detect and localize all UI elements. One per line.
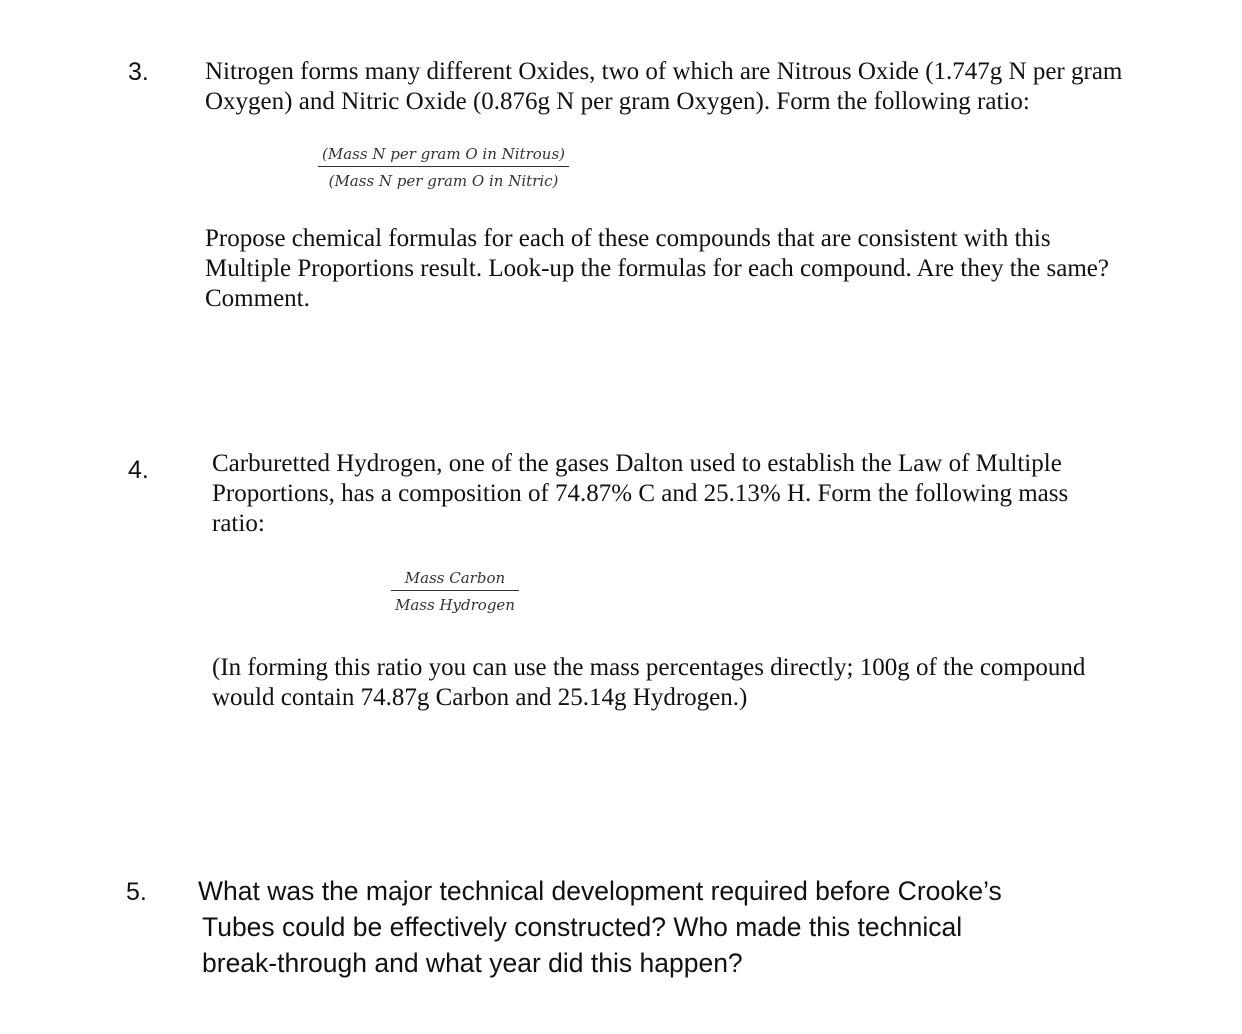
question-3-prompt-line: Multiple Proportions result. Look-up the formulas for each compound. Are they the same? [205, 255, 1109, 282]
question-4-ratio-fraction [391, 569, 519, 614]
question-3-prompt [205, 224, 1109, 314]
question-5-text [198, 873, 1002, 981]
question-3-ratio-numerator: (Mass N per gram O in Nitrous) [318, 145, 569, 167]
question-3-prompt-line: Propose chemical formulas for each of these compounds that are consistent with this [205, 225, 1051, 252]
question-4-intro [212, 449, 1068, 539]
question-3-intro-line: Oxygen) and Nitric Oxide (0.876g N per gram Oxygen). Form the following ratio: [205, 88, 1030, 115]
question-3-prompt-line: Comment. [205, 285, 310, 312]
question-4-intro-line: Carburetted Hydrogen, one of the gases Dalton used to establish the Law of Multiple [212, 450, 1062, 477]
question-4-note-line: would contain 74.87g Carbon and 25.14g Hydrogen.) [212, 684, 748, 711]
question-3-ratio-fraction [318, 145, 569, 190]
question-5-line: Tubes could be effectively constructed? Who made this technical [202, 912, 963, 942]
question-5-number: 5. [126, 878, 147, 906]
question-5-line: break-through and what year did this happen? [202, 948, 743, 978]
question-3-intro-line: Nitrogen forms many different Oxides, two of which are Nitrous Oxide (1.747g N per gram [205, 58, 1123, 85]
question-4-note [212, 653, 1085, 713]
question-5-line: What was the major technical development required before Crooke’s [198, 876, 1002, 906]
question-4-number: 4. [128, 456, 149, 484]
question-4-ratio-denominator: Mass Hydrogen [395, 596, 515, 614]
question-4-ratio-numerator: Mass Carbon [391, 569, 519, 591]
question-3-intro [205, 57, 1122, 117]
question-4-intro-line: ratio: [212, 510, 265, 537]
question-3-number: 3. [128, 58, 149, 86]
question-3-ratio-denominator: (Mass N per gram O in Nitric) [328, 172, 559, 190]
question-4-note-line: (In forming this ratio you can use the mass percentages directly; 100g of the compound [212, 654, 1086, 681]
question-4-intro-line: Proportions, has a composition of 74.87% C and 25.13% H. Form the following mass [212, 480, 1069, 507]
